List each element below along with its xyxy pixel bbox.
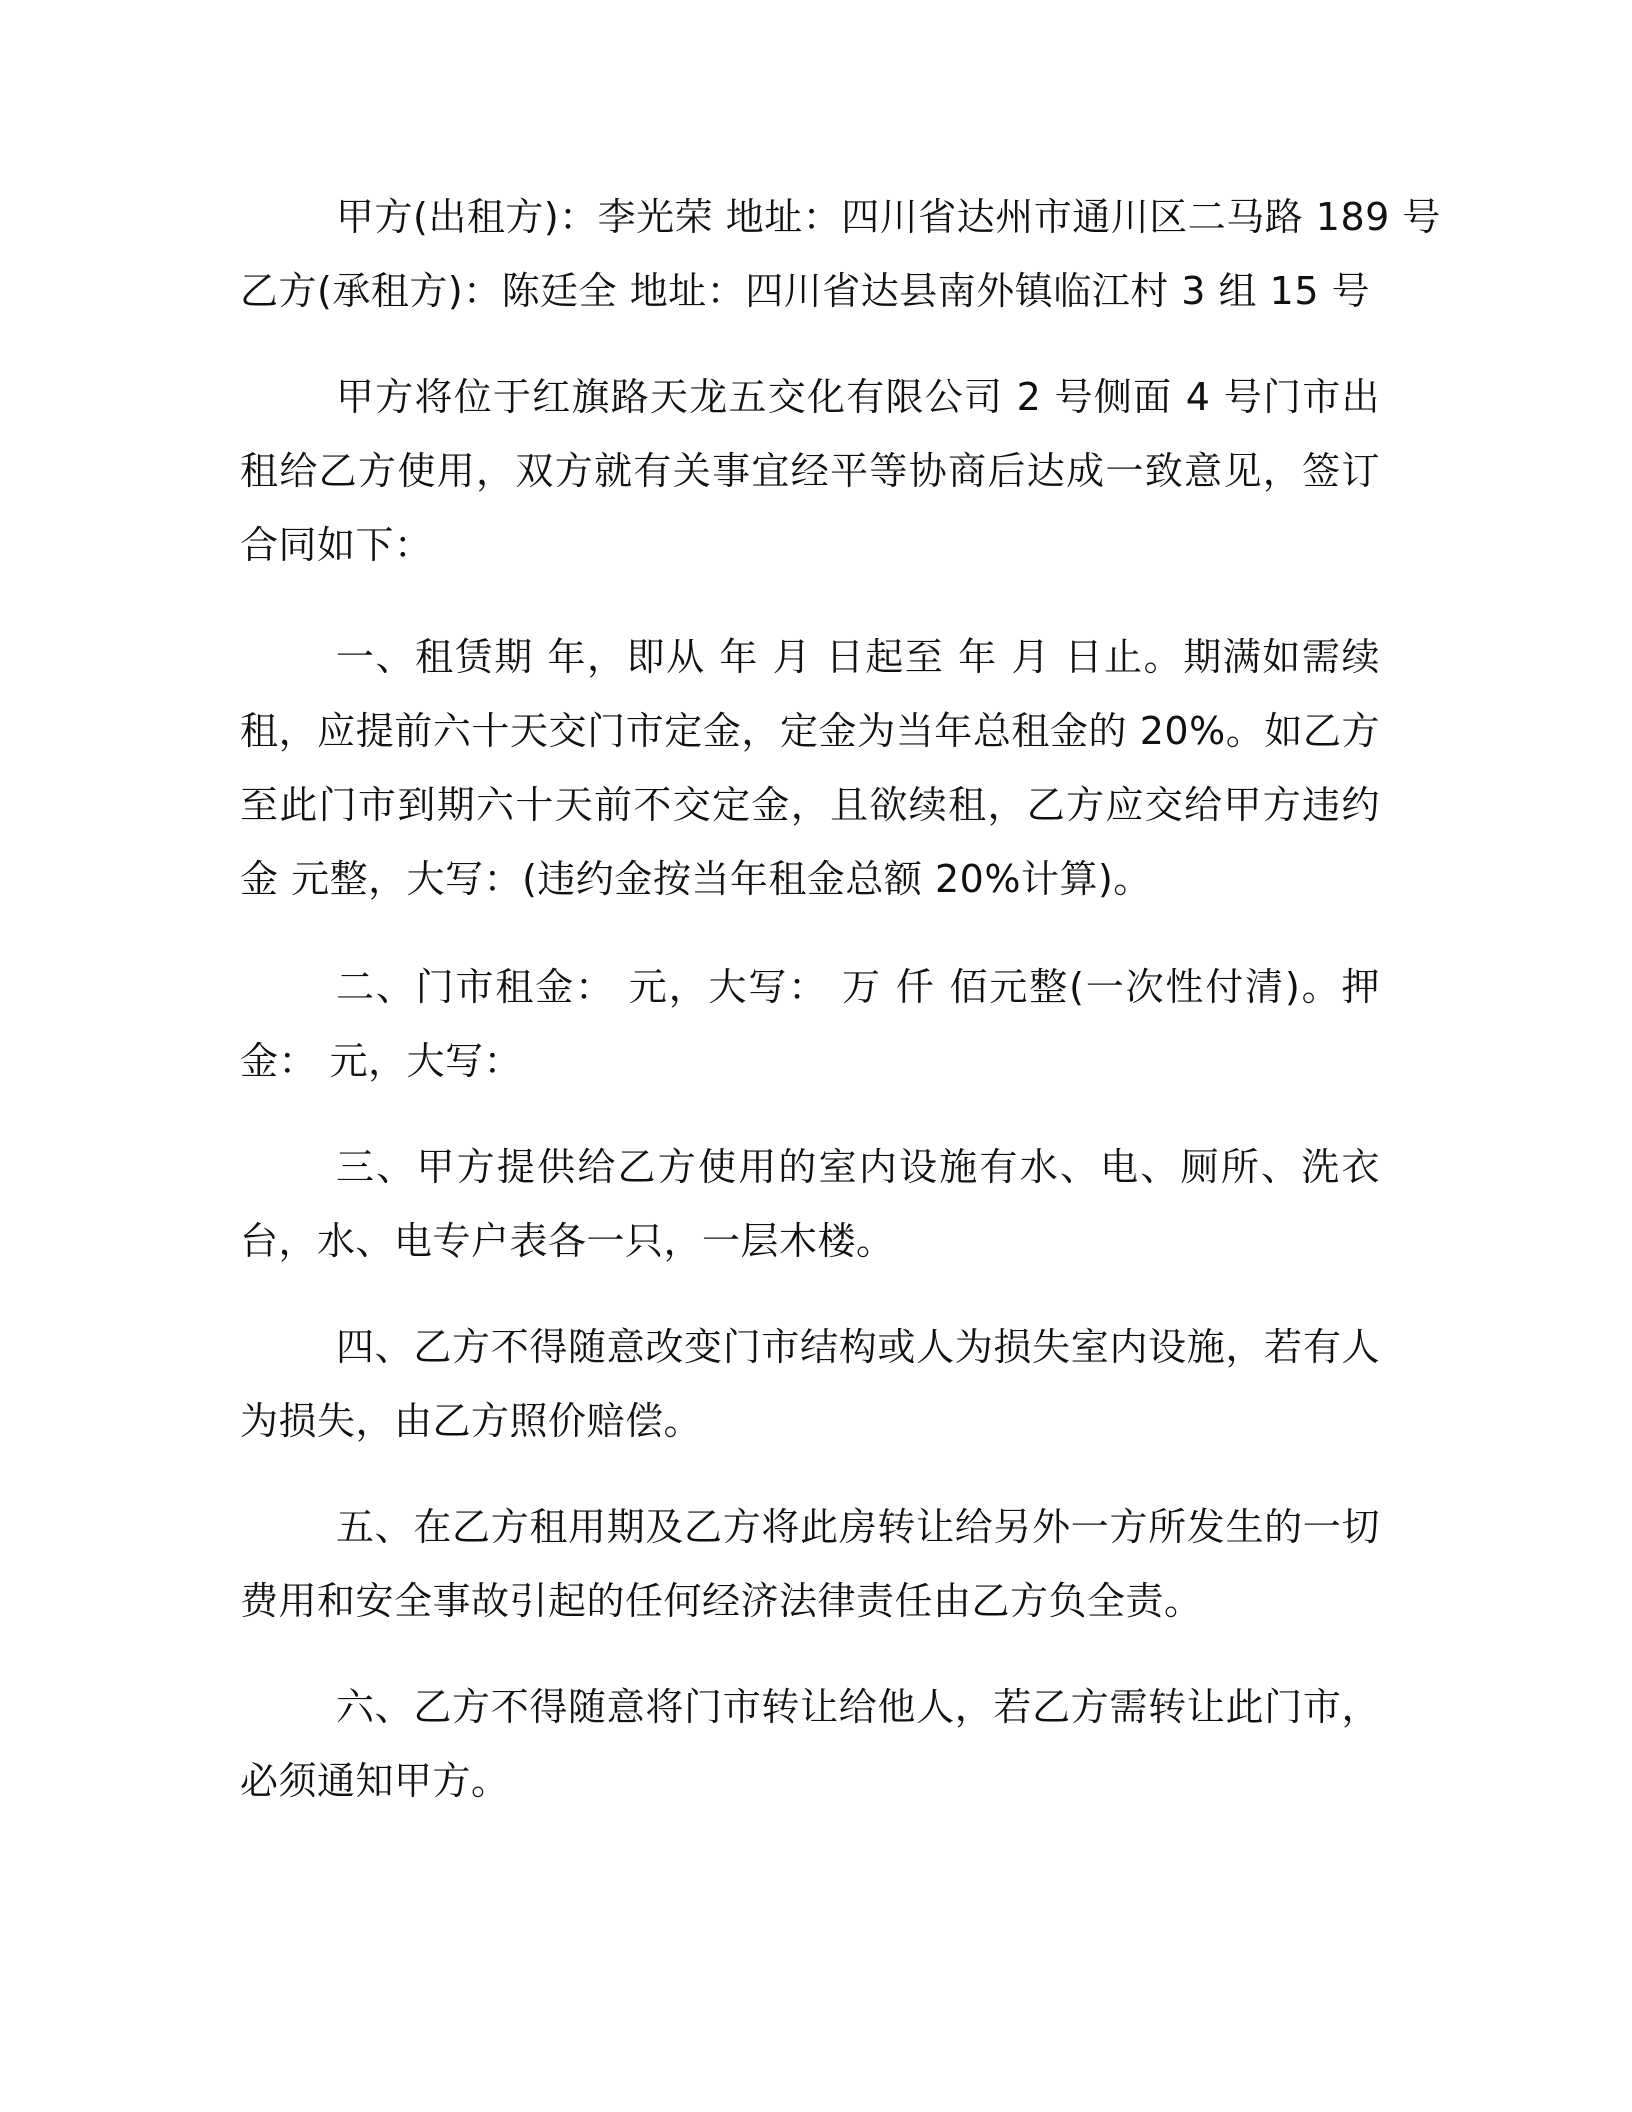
clause-4-block (240, 1310, 1380, 1458)
clause-4: 四、乙方不得随意改变门市结构或人为损失室内设施，若有人为损失，由乙方照价赔偿。 (240, 1325, 1380, 1443)
party-info (240, 180, 1441, 328)
clause-5: 五、在乙方租用期及乙方将此房转让给另外一方所发生的一切费用和安全事故引起的任何经济法律责任由乙方负全责。 (240, 1505, 1380, 1623)
intro-paragraph-block (240, 360, 1380, 582)
clause-6: 六、乙方不得随意将门市转让给他人，若乙方需转让此门市，必须通知甲方。 (240, 1685, 1380, 1803)
clause-2: 二、门市租金： 元，大写： 万 仟 佰元整(一次性付清)。押金： 元，大写： (240, 965, 1380, 1083)
clause-1: 一、租赁期 年，即从 年 月 日起至 年 月 日止。期满如需续租，应提前六十天交门市定金，定金为当年总租金的 20%。如乙方至此门市到期六十天前不交定金，且欲续租，乙方应交给甲方违约金 元整，大写：(违约金按当年租金总额 20%计算)。 (240, 635, 1380, 901)
clause-5-block (240, 1490, 1380, 1638)
clause-3-block (240, 1130, 1380, 1278)
lessor-line: 甲方(出租方)：李光荣 地址：四川省达州市通川区二马路 189 号 (336, 195, 1441, 239)
clause-2-block (240, 950, 1380, 1098)
clause-6-block (240, 1670, 1380, 1818)
clause-1-block (240, 620, 1380, 916)
clause-3: 三、甲方提供给乙方使用的室内设施有水、电、厕所、洗衣台，水、电专户表各一只，一层木楼。 (240, 1145, 1380, 1263)
intro-paragraph: 甲方将位于红旗路天龙五交化有限公司 2 号侧面 4 号门市出租给乙方使用，双方就有关事宜经平等协商后达成一致意见，签订合同如下： (240, 375, 1380, 567)
lessee-line: 乙方(承租方)：陈廷全 地址：四川省达县南外镇临江村 3 组 15 号 (240, 269, 1371, 313)
